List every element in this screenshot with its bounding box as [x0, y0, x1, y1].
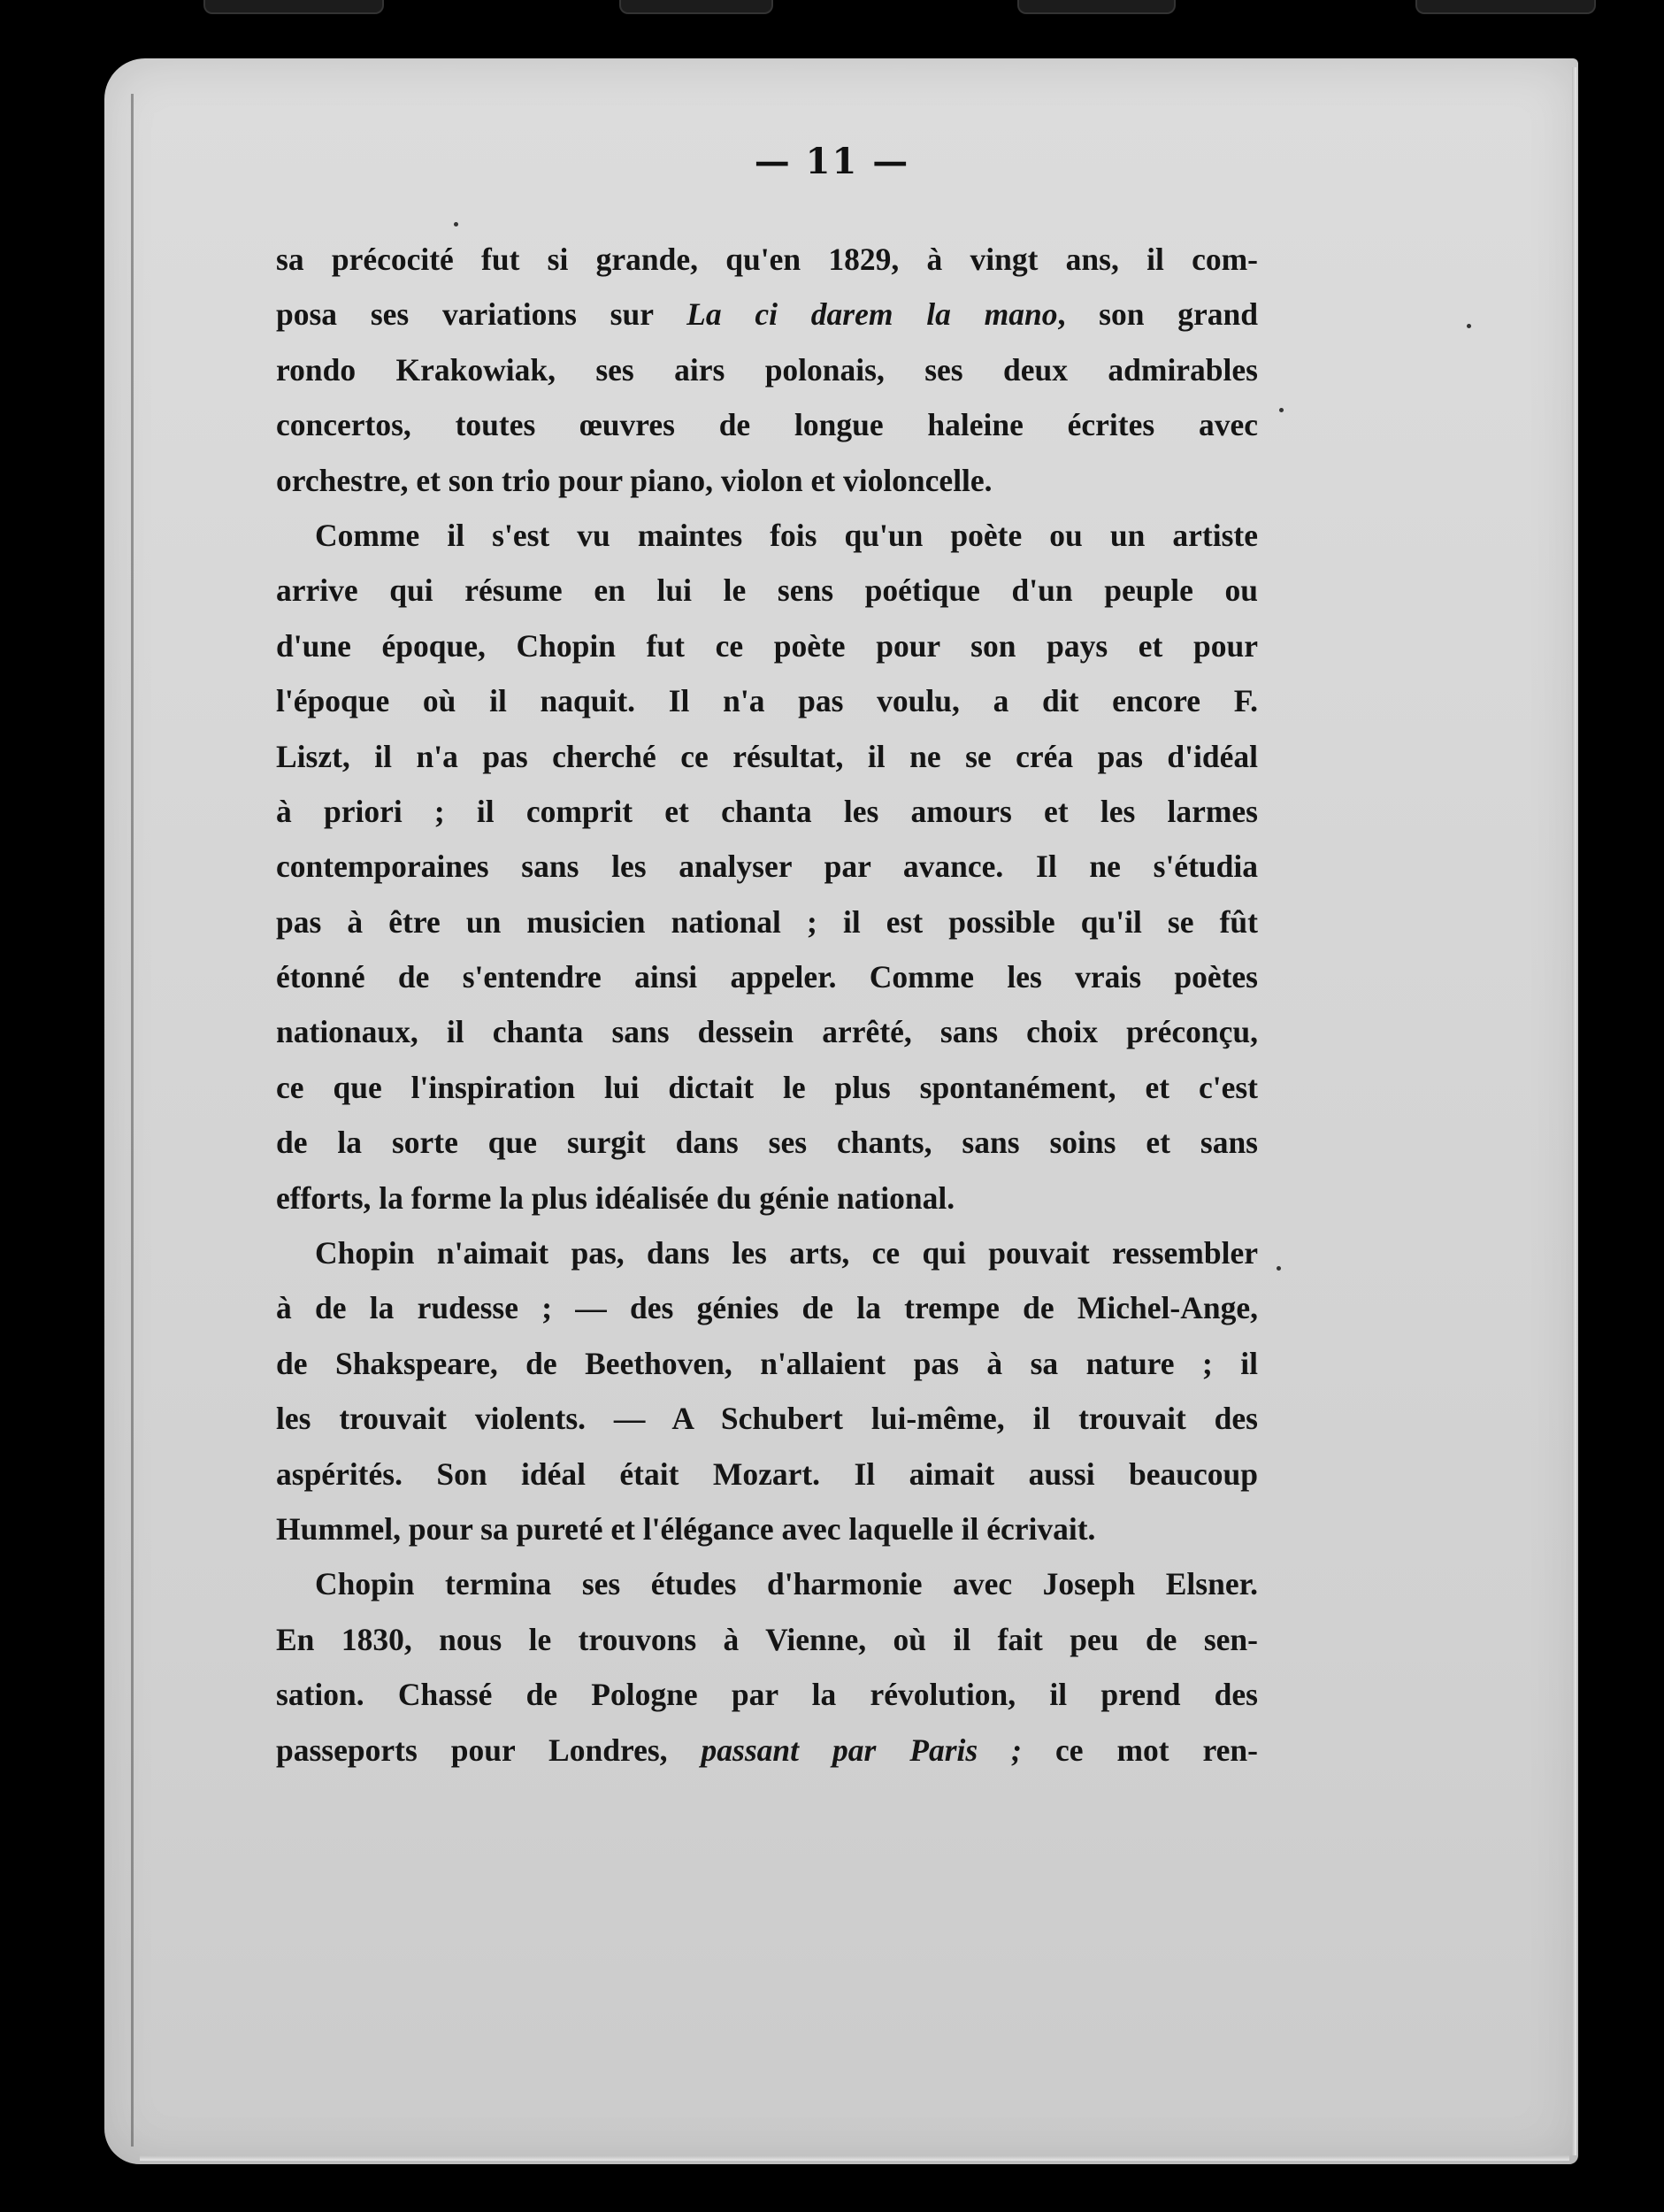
paragraph [276, 1225, 1258, 1556]
text-line: efforts, la forme la plus idéalisée du génie national. [276, 1179, 955, 1216]
text-line: l'époque où il naquit. Il n'a pas voulu, a dit encore F. [276, 683, 1258, 719]
text-line: rondo Krakowiak, ses airs polonais, ses deux admirables [276, 351, 1258, 388]
film-frame-tab [1017, 0, 1176, 14]
text-segment: passeports pour Londres, [276, 1732, 702, 1768]
dust-speck [1279, 408, 1284, 412]
text-line: contemporaines sans les analyser par avance. Il ne s'étudia [276, 849, 1258, 885]
text-line: Liszt, il n'a pas cherché ce résultat, il ne se créa pas d'idéal [276, 738, 1258, 774]
page-fold-line [131, 94, 134, 2147]
text-line: sation. Chassé de Pologne par la révolution, il prend des [276, 1677, 1258, 1713]
text-line: de la sorte que surgit dans ses chants, sans soins et sans [276, 1125, 1258, 1161]
film-frame-tab [203, 0, 384, 14]
dust-speck [1277, 1266, 1281, 1271]
italic-title: La ci darem la mano [686, 296, 1058, 333]
text-line: les trouvait violents. — A Schubert lui-même, il trouvait des [276, 1401, 1258, 1437]
text-line: Hummel, pour sa pureté et l'élégance avec laquelle il écrivait. [276, 1510, 1096, 1547]
text-line: sa précocité fut si grande, qu'en 1829, à vingt ans, il com- [276, 242, 1258, 277]
film-frame-tab [619, 0, 773, 14]
text-line [276, 1723, 1258, 1778]
text-line: Chopin termina ses études d'harmonie avec Joseph Elsner. [315, 1566, 1258, 1602]
paragraph [276, 508, 1258, 1225]
text-line [276, 287, 1258, 342]
text-line: à priori ; il comprit et chanta les amours et les larmes [276, 793, 1258, 829]
text-line: nationaux, il chanta sans dessein arrêté, sans choix préconçu, [276, 1014, 1258, 1050]
text-segment: , son grand [1057, 296, 1258, 333]
dust-speck [1467, 324, 1471, 328]
page-number: — 11 — [754, 141, 910, 182]
text-line: pas à être un musicien national ; il est possible qu'il se fût [276, 903, 1258, 940]
text-line: concertos, toutes œuvres de longue haleine écrites avec [276, 407, 1258, 443]
text-line: aspérités. Son idéal était Mozart. Il aimait aussi beaucoup [276, 1455, 1258, 1492]
paragraph [276, 1556, 1258, 1778]
dust-speck [454, 222, 458, 227]
text-line: arrive qui résume en lui le sens poétique d'un peuple ou [276, 572, 1258, 609]
page-bottom-edge [140, 2155, 1569, 2161]
text-line: étonné de s'entendre ainsi appeler. Comme les vrais poètes [276, 959, 1258, 995]
body-text [276, 232, 1258, 1778]
film-frame-tab [1415, 0, 1596, 14]
italic-title: passant par Paris ; [701, 1732, 1022, 1768]
text-line: à de la rudesse ; — des génies de la trempe de Michel-Ange, [276, 1290, 1258, 1326]
text-line: En 1830, nous le trouvons à Vienne, où il fait peu de sen- [276, 1621, 1258, 1657]
text-segment: ce mot ren- [1021, 1732, 1258, 1768]
text-line: d'une époque, Chopin fut ce poète pour son pays et pour [276, 627, 1258, 664]
text-line: de Shakspeare, de Beethoven, n'allaient pas à sa nature ; il [276, 1345, 1258, 1381]
text-line: Comme il s'est vu maintes fois qu'un poète ou un artiste [315, 517, 1258, 553]
text-segment: posa ses variations sur [276, 296, 687, 333]
page-right-edge [1572, 67, 1576, 2155]
text-line: Chopin n'aimait pas, dans les arts, ce qui pouvait ressembler [315, 1235, 1258, 1271]
text-line: orchestre, et son trio pour piano, violon et violoncelle. [276, 462, 993, 498]
text-line: ce que l'inspiration lui dictait le plus spontanément, et c'est [276, 1069, 1258, 1105]
paragraph [276, 232, 1258, 508]
